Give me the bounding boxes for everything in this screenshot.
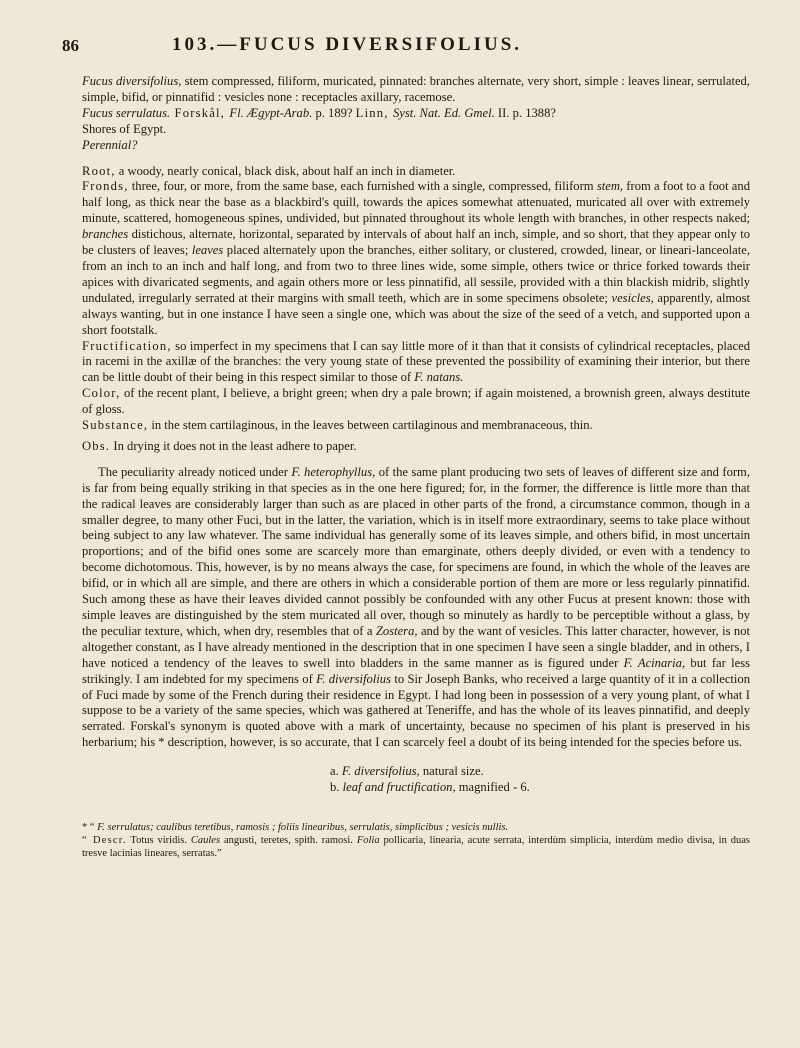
synonym-end: II. p. 1388? xyxy=(494,105,556,120)
discussion: The peculiarity already noticed under F. heterophyllus, of the same plant producing two sets of leaves of different size and form, is far from being equally striking in that species as in the one here figured; for, in the former, the difference is little more than that the radical leaves are considerably larger than such as are placed in other parts of the frond, a circumstance common, though in a smaller degree, to many other Fuci, but in the latter, the variation, which is in itself more extraordinary, seems to take place without being subject to any law whatever. The same individual has generally some of its leaves simple, and others bifid, in most uncertain proportions; and of the bifid ones some are scarcely more than emarginate, others deeply divided, or even with a tendency to become dichotomous. This, however, is by no means always the case, for specimens are found, in which the whole of the leaves are bifid, or in which all are simple, and there are others in which a considerable portion of them are more or less regularly pinnatifid. Such among these as have their leaves divided cannot possibly be confounded with any other Fucus at present known: those with simple leaves are distinguished by the stem muricated all over, though so minutely as hardly to be perceptible without a glass, by the peculiar texture, which, when dry, resembles that of a Zostera, and by the want of vesicles. This latter character, however, is not altogether constant, as I have already mentioned in the description that in one specimen I have seen a single bladder, and in others, I have noticed a tendency of the leaves to swell into bladders in the same manner as is figured under F. Acinaria, but far less strikingly. I am indebted for my specimens of F. diversifolius to Sir Joseph Banks, who received a large quantity of it in a collection of Fuci made by some of the French during their residence in Egypt. I had long been in possession of a very young plant, of what I suppose to be a variety of the same species, which was gathered at Teneriffe, and has the whole of its leaves pinnatifid, and deeply serrated. Forskal's synonym is quoted above with a mark of uncertainty, because no specimen of his plant is preserved in his herbarium; his * description, however, is so accurate, that I can scarcely feel a doubt of its being intended for the species before us. xyxy=(82,464,751,750)
desc-color: Color, of the recent plant, I believe, a bright green; when dry a pale brown; if again moistened, a brownish green, always destitute of gloss. xyxy=(82,386,750,417)
fructification-heading: Fructification, xyxy=(82,338,172,353)
root-heading: Root, xyxy=(82,163,116,178)
substance-heading: Substance, xyxy=(82,418,149,433)
desc-fronds: Fronds, three, four, or more, from the same base, each furnished with a single, compressed, filiform stem, from a foot to a foot and half long, as thick near the base as a blackbird's quill, towards the apices somewhat attenuated, muricated all over with extremely minute, scattered, homogeneous spines, undivided, but pinnated throughout its whole length with branches, in other respects naked; branches distichous, alternate, horizontal, separated by intervals of about half an inch, simple, and so short, that they appear only to be clusters of leaves; leaves placed alternately upon the branches, either solitary, or clustered, crowded, linear, or lineari-lanceolate, from an inch to an inch and half long, and from two to three lines wide, some simple, others twice or thrice forked towards their apices with divaricated segments, and again others more or less pinnatifid, all sessile, provided with a thin blackish midrib, slightly undulated, irregularly serrated at their margins with small teeth, which are in some specimens obsolete; vesicles, apparently, almost always wanting, but in one instance I have seen a single one, which was about the size of the seed of a vetch, and supported upon a short footstalk. xyxy=(82,179,751,337)
synonym-author-forskal: Forskål, xyxy=(170,105,230,120)
spacer xyxy=(82,154,750,164)
page-number: 86 xyxy=(62,36,79,55)
diagnosis-text: stem compressed, filiform, muricated, pinnated: branches alternate, very short, simple : leaves linear, serrulated, simple, bifid, or pinnatifid : vesicles none : receptacles axillary, racemose. xyxy=(82,74,751,104)
synonym-work: Fl. Ægypt-Arab. xyxy=(229,105,313,120)
figure-legend xyxy=(330,763,750,795)
synonymy xyxy=(82,106,750,122)
desc-substance: Substance, in the stem cartilaginous, in the leaves between cartilaginous and membranaceous, thin. xyxy=(82,418,593,433)
duration: Perennial? xyxy=(82,137,138,152)
running-title: 103.—FUCUS DIVERSIFOLIUS. xyxy=(172,34,523,55)
page-header xyxy=(62,34,752,64)
synonym-page: p. 189? xyxy=(312,105,356,120)
desc-root xyxy=(82,164,750,180)
species-name: Fucus diversifolius, xyxy=(82,74,182,88)
diagnosis xyxy=(82,74,750,106)
root-text: a woody, nearly conical, black disk, about half an inch in diameter. xyxy=(115,163,456,178)
page-body xyxy=(82,74,750,860)
desc-obs: Obs. In drying it does not in the least adhere to paper. xyxy=(82,438,357,453)
habitat: Shores of Egypt. xyxy=(82,121,167,136)
fronds-heading: Fronds, xyxy=(82,179,129,194)
figure-b: b. leaf and fructification, magnified - 6. xyxy=(330,780,530,795)
spacer xyxy=(82,455,750,465)
synonym-author-linn: Linn, xyxy=(355,105,393,120)
color-heading: Color, xyxy=(82,386,121,401)
synonym-name: Fucus serrulatus. xyxy=(82,105,171,120)
synonym-work-linn: Syst. Nat. Ed. Gmel. xyxy=(392,105,495,120)
desc-fructification: Fructification, so imperfect in my specimens that I can say little more of it than that it consists of cylindrical receptacles, placed in racemi in the axillæ of the branches: the very young state of these prevented the possibility of examining their interior, but there can be little doubt of their being in this respect similar to those of F. natans. xyxy=(82,338,750,385)
obs-heading: Obs. xyxy=(82,438,111,453)
footnote: * “ F. serrulatus; caulibus teretibus, ramosis ; foliis linearibus, serrulatis, simplicibus ; vesicis nullis. “ Descr. Totus viridis. Caules angusti, teretes, spith. ramosi. Folia pollicaria, linearia, acute serrata, interdùm simplicia, interdùm medio divisa, in duas tresve lacinias lineares, serratas.” xyxy=(82,822,750,860)
figure-a: a. F. diversifolius, natural size. xyxy=(330,764,484,779)
